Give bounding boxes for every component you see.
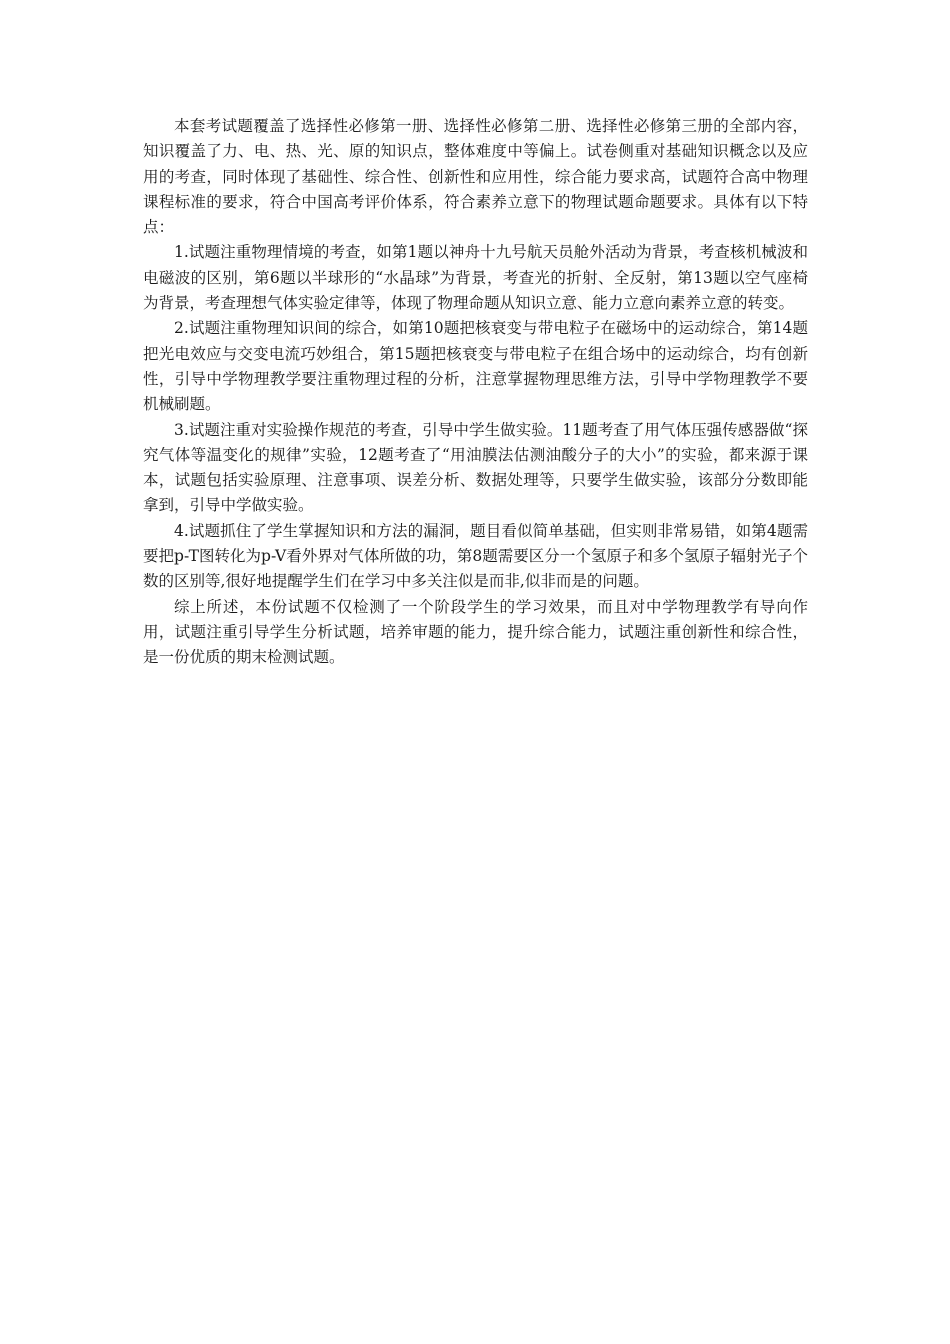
paragraph-feature-3: 3.试题注重对实验操作规范的考查，引导中学生做实验。11题考查了用气体压强传感器做“探究气体等温变化的规律”实验，12题考查了“用油膜法估测油酸分子的大小”的实验，都来源于课本，试题包括实验原理、注意事项、误差分析、数据处理等，只要学生做实验，该部分分数即能拿到，引导中学做实验。 — [143, 420, 808, 515]
paragraph-feature-2: 2.试题注重物理知识间的综合，如第10题把核衰变与带电粒子在磁场中的运动综合，第14题把光电效应与交变电流巧妙组合，第15题把核衰变与带电粒子在组合场中的运动综合，均有创新性，引导中学物理教学要注重物理过程的分析，注意掌握物理思维方法，引导中学物理教学不要机械刷题。 — [143, 319, 808, 414]
paragraph-intro: 本套考试题覆盖了选择性必修第一册、选择性必修第二册、选择性必修第三册的全部内容，知识覆盖了力、电、热、光、原的知识点，整体难度中等偏上。试卷侧重对基础知识概念以及应用的考查，同时体现了基础性、综合性、创新性和应用性，综合能力要求高，试题符合高中物理课程标准的要求，符合中国高考评价体系，符合素养立意下的物理试题命题要求。具体有以下特点： — [143, 117, 808, 237]
paragraph-conclusion: 综上所述，本份试题不仅检测了一个阶段学生的学习效果，而且对中学物理教学有导向作用，试题注重引导学生分析试题，培养审题的能力，提升综合能力，试题注重创新性和综合性，是一份优质的期末检测试题。 — [143, 597, 808, 667]
paragraph-feature-1: 1.试题注重物理情境的考查，如第1题以神舟十九号航天员舱外活动为背景，考查核机械波和电磁波的区别，第6题以半球形的“水晶球”为背景，考查光的折射、全反射，第13题以空气座椅为背景，考查理想气体实验定律等，体现了物理命题从知识立意、能力立意向素养立意的转变。 — [143, 243, 808, 313]
document-body — [143, 114, 808, 671]
paragraph-feature-4: 4.试题抓住了学生掌握知识和方法的漏洞，题目看似简单基础，但实则非常易错，如第4题需要把p-T图转化为p-V看外界对气体所做的功，第8题需要区分一个氢原子和多个氢原子辐射光子个数的区别等,很好地提醒学生们在学习中多关注似是而非,似非而是的问题。 — [143, 521, 808, 591]
